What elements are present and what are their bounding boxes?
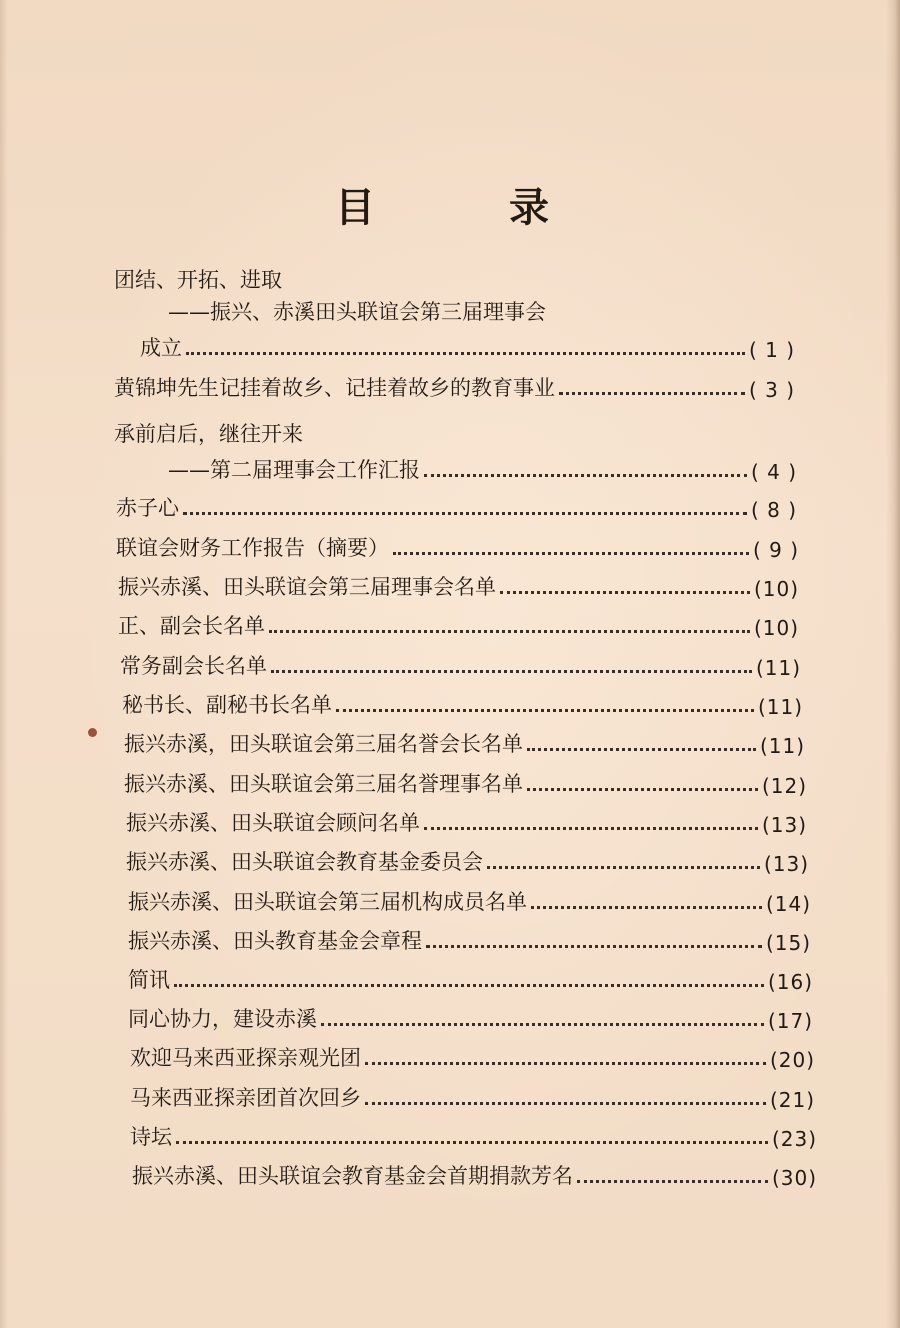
page-title: 目 录 bbox=[335, 185, 609, 231]
leader-dots bbox=[424, 474, 747, 477]
toc-entry-page: (10) bbox=[753, 616, 799, 640]
toc-entry-title: 成立 bbox=[140, 336, 182, 360]
toc-entry[interactable] bbox=[120, 648, 801, 680]
toc-entry-title: 秘书长、副秘书长名单 bbox=[122, 693, 332, 717]
toc-entry-page: ( 1 ) bbox=[748, 338, 795, 362]
leader-dots bbox=[500, 591, 750, 594]
toc-entry[interactable] bbox=[168, 294, 546, 326]
toc-entry-title: 诗坛 bbox=[130, 1125, 172, 1149]
leader-dots bbox=[269, 630, 750, 633]
toc-entry-title: 正、副会长名单 bbox=[118, 614, 265, 638]
toc-entry-title: 振兴赤溪、田头联谊会第三届机构成员名单 bbox=[128, 890, 527, 914]
toc-entry-title: 简讯 bbox=[128, 968, 170, 992]
toc-entry[interactable] bbox=[128, 884, 811, 916]
toc-entry-title: 振兴赤溪，田头联谊会第三届名誉会长名单 bbox=[124, 732, 523, 756]
toc-entry[interactable] bbox=[126, 805, 807, 837]
toc-entry[interactable] bbox=[130, 1040, 815, 1072]
toc-entry[interactable] bbox=[128, 923, 811, 955]
toc-entry-page: (14) bbox=[765, 892, 811, 916]
leader-dots bbox=[393, 552, 749, 555]
toc-entry[interactable] bbox=[126, 844, 809, 876]
toc-entry-title: 振兴赤溪、田头联谊会第三届名誉理事名单 bbox=[124, 772, 523, 796]
toc-entry-title: 同心协力，建设赤溪 bbox=[128, 1007, 317, 1031]
toc-entry-title: 振兴赤溪、田头联谊会第三届理事会名单 bbox=[118, 575, 496, 599]
toc-entry-page: (10) bbox=[753, 577, 799, 601]
toc-entry-title: 欢迎马来西亚探亲观光团 bbox=[130, 1046, 361, 1070]
toc-entry-page: (11) bbox=[759, 734, 805, 758]
toc-entry-title: 联谊会财务工作报告（摘要） bbox=[116, 536, 389, 560]
toc-entry[interactable] bbox=[118, 569, 799, 601]
toc-entry-title: 振兴赤溪、田头联谊会教育基金会首期捐款芳名 bbox=[132, 1164, 573, 1188]
toc-entry-title: ——第二届理事会工作汇报 bbox=[168, 458, 420, 482]
leader-dots bbox=[174, 984, 764, 987]
toc-entry-page: (20) bbox=[769, 1048, 815, 1072]
leader-dots bbox=[365, 1062, 766, 1065]
leader-dots bbox=[426, 945, 762, 948]
toc-entry-title: 马来西亚探亲团首次回乡 bbox=[130, 1086, 361, 1110]
toc-entry[interactable] bbox=[132, 1158, 817, 1190]
leader-dots bbox=[336, 709, 754, 712]
toc-entry[interactable] bbox=[116, 530, 799, 562]
toc-entry[interactable] bbox=[116, 490, 797, 522]
toc-entry[interactable] bbox=[128, 1001, 813, 1033]
toc-entry-page: ( 4 ) bbox=[750, 460, 797, 484]
toc-entry[interactable] bbox=[114, 262, 282, 294]
toc-entry[interactable] bbox=[124, 726, 805, 758]
leader-dots bbox=[186, 352, 745, 355]
toc-entry[interactable] bbox=[140, 330, 795, 362]
leader-dots bbox=[365, 1102, 766, 1105]
leader-dots bbox=[527, 748, 756, 751]
toc-entry-title: 振兴赤溪、田头联谊会顾问名单 bbox=[126, 811, 420, 835]
toc-entry-title: 承前启后，继往开来 bbox=[114, 422, 303, 446]
leader-dots bbox=[487, 866, 760, 869]
leader-dots bbox=[424, 827, 758, 830]
toc-entry-title: 振兴赤溪、田头联谊会教育基金委员会 bbox=[126, 850, 483, 874]
toc-entry[interactable] bbox=[124, 766, 807, 798]
toc-entry[interactable] bbox=[114, 416, 303, 448]
toc-entry-page: (16) bbox=[767, 970, 813, 994]
leader-dots bbox=[577, 1180, 768, 1183]
toc-entry-page: (21) bbox=[769, 1088, 815, 1112]
toc-entry-page: (13) bbox=[763, 852, 809, 876]
toc-entry-title: 常务副会长名单 bbox=[120, 654, 267, 678]
leader-dots bbox=[321, 1023, 764, 1026]
toc-entry-title: 赤子心 bbox=[116, 496, 179, 520]
toc-entry-page: (13) bbox=[761, 813, 807, 837]
toc-entry-page: (12) bbox=[761, 774, 807, 798]
toc-entry[interactable] bbox=[168, 452, 797, 484]
toc-entry[interactable] bbox=[118, 608, 799, 640]
leader-dots bbox=[183, 512, 747, 515]
toc-entry-title: ——振兴、赤溪田头联谊会第三届理事会 bbox=[168, 300, 546, 324]
leader-dots bbox=[271, 670, 752, 673]
toc-entry[interactable] bbox=[114, 370, 795, 402]
toc-entry-page: (11) bbox=[757, 695, 803, 719]
toc-entry[interactable] bbox=[128, 962, 813, 994]
toc-entry[interactable] bbox=[122, 687, 803, 719]
toc-entry-title: 团结、开拓、进取 bbox=[114, 268, 282, 292]
toc-entry[interactable] bbox=[130, 1080, 815, 1112]
toc-entry-title: 振兴赤溪、田头教育基金会章程 bbox=[128, 929, 422, 953]
toc-entry-page: (15) bbox=[765, 931, 811, 955]
leader-dots bbox=[527, 788, 758, 791]
leader-dots bbox=[176, 1141, 768, 1144]
leader-dots bbox=[531, 906, 762, 909]
toc-entry-title: 黄锦坤先生记挂着故乡、记挂着故乡的教育事业 bbox=[114, 376, 555, 400]
toc-entry-page: (30) bbox=[771, 1166, 817, 1190]
toc-entry-page: (11) bbox=[755, 656, 801, 680]
toc-entry-page: (17) bbox=[767, 1009, 813, 1033]
leader-dots bbox=[559, 392, 745, 395]
toc-entry[interactable] bbox=[130, 1119, 817, 1151]
toc-entry-page: (23) bbox=[771, 1127, 817, 1151]
toc-entry-page: ( 8 ) bbox=[750, 498, 797, 522]
toc-entry-page: ( 9 ) bbox=[752, 538, 799, 562]
toc-entry-page: ( 3 ) bbox=[748, 378, 795, 402]
